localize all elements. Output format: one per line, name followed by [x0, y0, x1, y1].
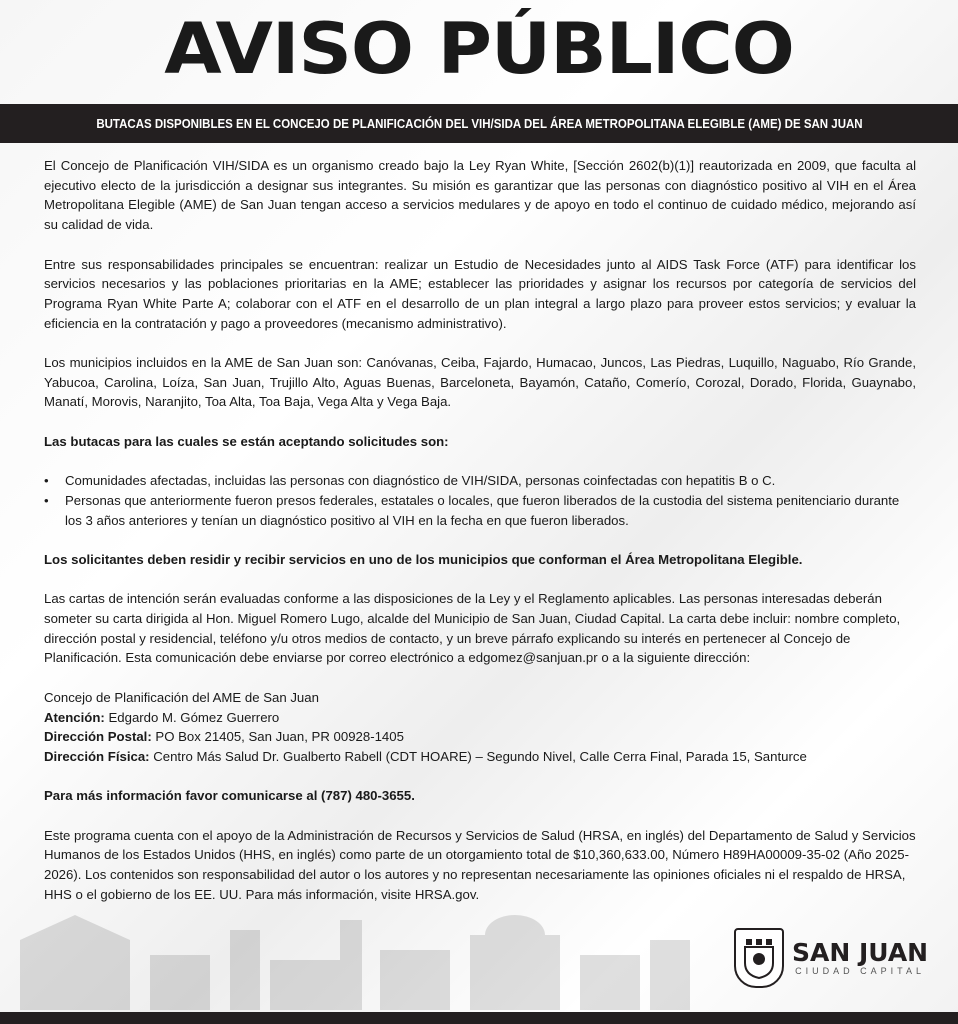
city-seal-icon: [734, 928, 784, 988]
san-juan-logo: [734, 928, 928, 988]
mailing-address: [44, 688, 916, 767]
attention-label: Atención:: [44, 709, 105, 725]
list-item: [44, 491, 916, 530]
intro-paragraph: El Concejo de Planificación VIH/SIDA es un organismo creado bajo la Ley Ryan White, [Sección 2602(b)(1)] reautorizada en 2009, que faculta al ejecutivo electo de la jurisdicción a designar sus integrantes. Su misión es garantizar que las personas con diagnóstico positivo al VIH en el Área Metropolitana Elegible (AME) de San Juan tengan acceso a servicios medulares y de apoyo en todo el continuo de cuidado médico, mejorando así su calidad de vida.: [44, 158, 916, 233]
logo-name: SAN JUAN: [792, 938, 929, 967]
page-title: AVISO PÚBLICO: [164, 8, 794, 90]
seats-heading: Las butacas para las cuales se están aceptando solicitudes son:: [44, 433, 449, 449]
list-item: [44, 471, 916, 491]
notice-body: [44, 156, 916, 924]
logo-tagline: CIUDAD CAPITAL: [795, 966, 925, 976]
list-item-text: Personas que anteriormente fueron presos federales, estatales o locales, que fueron liberados de la custodia del sistema penitenciario durante los 3 años anteriores y tenían un diagnóstico positivo al VIH en la fecha en que fueron liberados.: [65, 492, 900, 528]
list-item-text: Comunidades afectadas, incluidas las personas con diagnóstico de VIH/SIDA, personas coinfectadas con hepatitis B o C.: [65, 473, 776, 489]
address-postal: [44, 727, 916, 747]
address-org: Concejo de Planificación del AME de San Juan: [44, 689, 319, 705]
physical-value: Centro Más Salud Dr. Gualberto Rabell (CDT HOARE) – Segundo Nivel, Calle Cerra Final, Parada 15, Santurce: [149, 748, 807, 764]
responsibilities-paragraph: Entre sus responsabilidades principales se encuentran: realizar un Estudio de Necesidades junto al AIDS Task Force (ATF) para identificar los servicios necesarios y las poblaciones prioritarias en la AME; establecer las prioridades y asignar los recursos por categoría de servicios del Programa Ryan White Parte A; colaborar con el ATF en el desarrollo de un plan integral a largo plazo para proveer estos servicios; y evaluar la eficiencia en la contratación y pago a proveedores (mecanismo administrativo).: [44, 256, 916, 331]
subtitle-banner: [0, 104, 958, 143]
address-attention: [44, 708, 916, 728]
footer-bar: [0, 1012, 958, 1024]
physical-label: Dirección Física:: [44, 748, 150, 764]
contact-info: Para más información favor comunicarse al (787) 480-3655.: [44, 788, 415, 804]
municipalities-paragraph: Los municipios incluidos en la AME de San Juan son: Canóvanas, Ceiba, Fajardo, Humacao, Juncos, Las Piedras, Luquillo, Naguabo, Río Grande, Yabucoa, Carolina, Loíza, San Juan, Trujillo Alto, Aguas Buenas, Barceloneta, Bayamón, Cataño, Comerío, Corozal, Dorado, Florida, Guaynabo, Manatí, Morovis, Naranjito, Toa Alta, Toa Baja, Vega Alta y Vega Baja.: [44, 355, 916, 410]
funding-disclaimer: Este programa cuenta con el apoyo de la Administración de Recursos y Servicios de Salud (HRSA, en inglés) del Departamento de Salud y Servicios Humanos de los Estados Unidos (HHS, en inglés) como parte de un otorgamiento total de $10,360,633.00, Número H89HA00009-35-02 (Año 2025-2026). Los contenidos son responsabilidad del autor o los autores y no representan necesariamente las opiniones oficiales ni el respaldo de HRSA, HHS o el gobierno de los EE. UU. Para más información, visite HRSA.gov.: [44, 827, 916, 902]
seats-list: [44, 471, 916, 530]
postal-label: Dirección Postal:: [44, 729, 152, 745]
application-paragraph: Las cartas de intención serán evaluadas conforme a las disposiciones de la Ley y el Reglamento aplicables. Las personas interesadas deberán someter su carta dirigida al Hon. Miguel Romero Lugo, alcalde del Municipio de San Juan, Ciudad Capital. La carta debe incluir: nombre completo, dirección postal y residencial, teléfono y/u otros medios de contacto, y un breve párrafo explicando su interés en pertenecer al Concejo de Planificación. Esta comunicación debe enviarse por correo electrónico a edgomez@sanjuan.pr o a la siguiente dirección:: [44, 591, 901, 666]
bullet-marker: •: [44, 492, 49, 508]
residency-requirement: Los solicitantes deben residir y recibir servicios en uno de los municipios que conforman el Área Metropolitana Elegible.: [44, 551, 803, 567]
bullet-marker: •: [44, 473, 49, 489]
address-physical: [44, 747, 916, 767]
attention-value: Edgardo M. Gómez Guerrero: [104, 709, 280, 725]
postal-value: PO Box 21405, San Juan, PR 00928-1405: [151, 729, 404, 745]
subtitle-text: BUTACAS DISPONIBLES EN EL CONCEJO DE PLANIFICACIÓN DEL VIH/SIDA DEL ÁREA METROPOLITANA ELEGIBLE (AME) DE SAN JUAN: [95, 116, 863, 131]
